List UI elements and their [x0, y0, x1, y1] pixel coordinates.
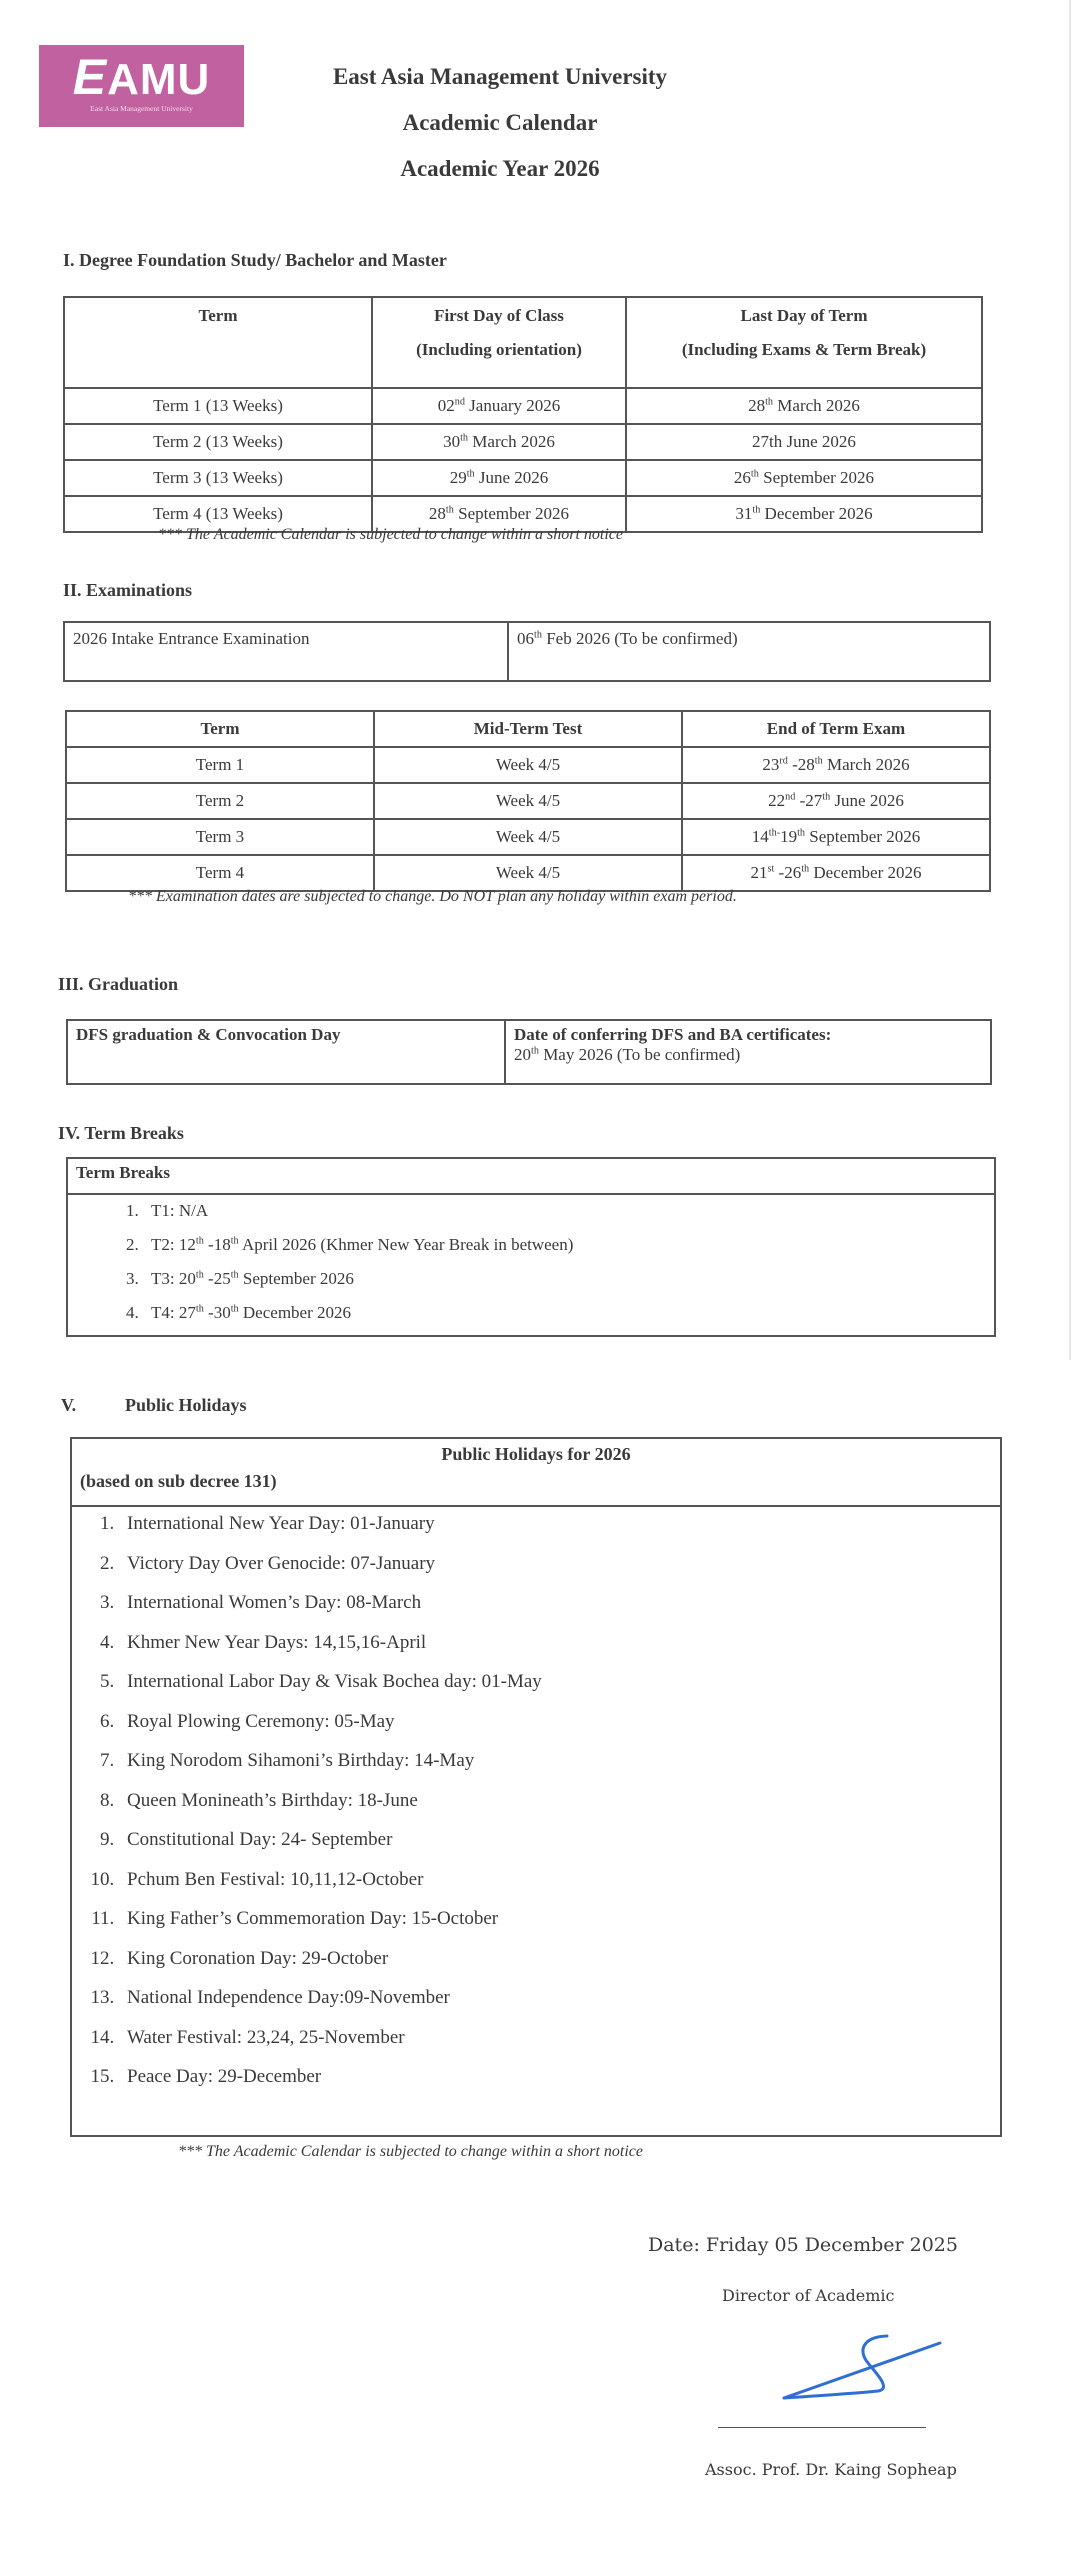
midterm-cell: Week 4/5 [374, 747, 682, 783]
col-term: Term [66, 711, 374, 747]
holiday-item: 3. International Women’s Day: 08-March [119, 1592, 1000, 1632]
entrance-exam-date: 06th Feb 2026 (To be confirmed) [508, 622, 990, 681]
term-cell: Term 1 (13 Weeks) [64, 388, 372, 424]
holiday-item: 13. National Independence Day:09-November [119, 1987, 1000, 2027]
holiday-item: 9. Constitutional Day: 24- September [119, 1829, 1000, 1869]
section2-heading: II. Examinations [63, 580, 193, 600]
term-cell: Term 2 (13 Weeks) [64, 424, 372, 460]
last-day-cell: 26th September 2026 [626, 460, 982, 496]
term-dates-table [63, 296, 983, 533]
midterm-cell: Week 4/5 [374, 855, 682, 891]
col-first-day: First Day of Class (Including orientation) [372, 297, 626, 388]
end-exam-cell: 21st -26th December 2026 [682, 855, 990, 891]
term-breaks-list [68, 1201, 994, 1337]
first-day-cell: 28th September 2026 [372, 496, 626, 532]
table-row [66, 747, 990, 783]
col-last-day: Last Day of Term (Including Exams & Term Break) [626, 297, 982, 388]
holiday-item: 12. King Coronation Day: 29-October [119, 1948, 1000, 1988]
section4-heading: IV. Term Breaks [58, 1123, 184, 1143]
logo-mark-rest: AMU [107, 55, 211, 104]
term-cell: Term 4 (13 Weeks) [64, 496, 372, 532]
logo-subtitle: East Asia Management University [90, 104, 193, 113]
holiday-item: 5. International Labor Day & Visak Bochea day: 01-May [119, 1671, 1000, 1711]
end-exam-cell: 23rd -28th March 2026 [682, 747, 990, 783]
graduation-label: DFS graduation & Convocation Day [67, 1020, 505, 1084]
holidays-header [72, 1439, 1000, 1507]
table-row [67, 1020, 991, 1084]
holiday-item: 11. King Father’s Commemoration Day: 15-October [119, 1908, 1000, 1948]
last-day-cell: 28th March 2026 [626, 388, 982, 424]
section5-heading: Public Holidays [125, 1395, 247, 1415]
first-day-cell: 30th March 2026 [372, 424, 626, 460]
table-header-row [64, 297, 982, 388]
holidays-list [72, 1513, 1000, 2106]
section3-heading: III. Graduation [58, 974, 179, 994]
last-day-cell: 27th June 2026 [626, 424, 982, 460]
end-exam-cell: $14^{th-}19th$ September 2026 [682, 819, 990, 855]
table-row [66, 819, 990, 855]
term-breaks-title: Term Breaks [68, 1159, 994, 1195]
logo-mark: EAMU [72, 49, 211, 105]
academic-year: Academic Year 2026 [400, 156, 600, 181]
col-end-exam: End of Term Exam [682, 711, 990, 747]
table-row [66, 783, 990, 819]
holidays-subtitle: (based on sub decree 131) [80, 1471, 277, 1491]
term-cell: Term 1 [66, 747, 374, 783]
graduation-detail [505, 1020, 991, 1084]
end-exam-cell: 22nd -27th June 2026 [682, 783, 990, 819]
signer-title: Director of Academic [722, 2286, 895, 2305]
term-break-item: 1. T1: N/A [143, 1201, 994, 1235]
midterm-cell: Week 4/5 [374, 819, 682, 855]
entrance-exam-label: 2026 Intake Entrance Examination [64, 622, 508, 681]
midterm-cell: Week 4/5 [374, 783, 682, 819]
table-row [64, 388, 982, 424]
first-day-cell: 29th June 2026 [372, 460, 626, 496]
signature-stroke [784, 2336, 940, 2398]
term-breaks-box [66, 1157, 996, 1337]
holiday-item: 4. Khmer New Year Days: 14,15,16-April [119, 1632, 1000, 1672]
holidays-title: Public Holidays for 2026 [441, 1444, 631, 1464]
col-midterm: Mid-Term Test [374, 711, 682, 747]
col-term: Term [64, 297, 372, 388]
holiday-item: 15. Peace Day: 29-December [119, 2066, 1000, 2106]
first-day-cell: 02nd January 2026 [372, 388, 626, 424]
calendar-change-note: *** The Academic Calendar is subjected to change within a short notice [158, 526, 623, 543]
holiday-item: 8. Queen Monineath’s Birthday: 18-June [119, 1790, 1000, 1830]
graduation-date: 20th May 2026 (To be confirmed) [514, 1045, 741, 1064]
graduation-table [66, 1019, 992, 1085]
holidays-change-note: *** The Academic Calendar is subjected to change within a short notice [178, 2143, 643, 2160]
signature-line [718, 2427, 926, 2428]
table-row [64, 460, 982, 496]
handwritten-signature [770, 2325, 950, 2405]
term-break-item: 3. T3: 20th -25th September 2026 [143, 1269, 994, 1303]
university-name: East Asia Management University [332, 64, 668, 89]
public-holidays-box [70, 1437, 1002, 2137]
term-cell: Term 3 (13 Weeks) [64, 460, 372, 496]
eamu-logo [39, 45, 244, 127]
exam-change-note: *** Examination dates are subjected to change. Do NOT plan any holiday within exam period. [128, 888, 737, 905]
signer-name: Assoc. Prof. Dr. Kaing Sopheap [705, 2460, 957, 2479]
signature-date: Date: Friday 05 December 2025 [648, 2234, 958, 2256]
holiday-item: 14. Water Festival: 23,24, 25-November [119, 2027, 1000, 2067]
term-cell: Term 2 [66, 783, 374, 819]
holiday-item: 1. International New Year Day: 01-January [119, 1513, 1000, 1553]
table-row [64, 424, 982, 460]
section1-heading: I. Degree Foundation Study/ Bachelor and Master [63, 250, 447, 270]
last-day-cell: 31th December 2026 [626, 496, 982, 532]
entrance-exam-table [63, 621, 991, 682]
holiday-item: 10. Pchum Ben Festival: 10,11,12-October [119, 1869, 1000, 1909]
table-header-row [66, 711, 990, 747]
exam-schedule-table [65, 710, 991, 892]
term-cell: Term 3 [66, 819, 374, 855]
graduation-detail-title: Date of conferring DFS and BA certificates: [514, 1025, 832, 1044]
holiday-item: 7. King Norodom Sihamoni’s Birthday: 14-May [119, 1750, 1000, 1790]
term-break-item: 4. T4: 27th -30th December 2026 [143, 1303, 994, 1337]
holiday-item: 2. Victory Day Over Genocide: 07-January [119, 1553, 1000, 1593]
holiday-item: 6. Royal Plowing Ceremony: 05-May [119, 1711, 1000, 1751]
term-cell: Term 4 [66, 855, 374, 891]
scan-edge-line [1069, 0, 1071, 1360]
table-row [66, 855, 990, 891]
table-row [64, 622, 990, 681]
section5-heading-number: V. [61, 1395, 77, 1415]
term-break-item: 2. T2: 12th -18th April 2026 (Khmer New Year Break in between) [143, 1235, 994, 1269]
document-title: Academic Calendar [402, 110, 598, 135]
